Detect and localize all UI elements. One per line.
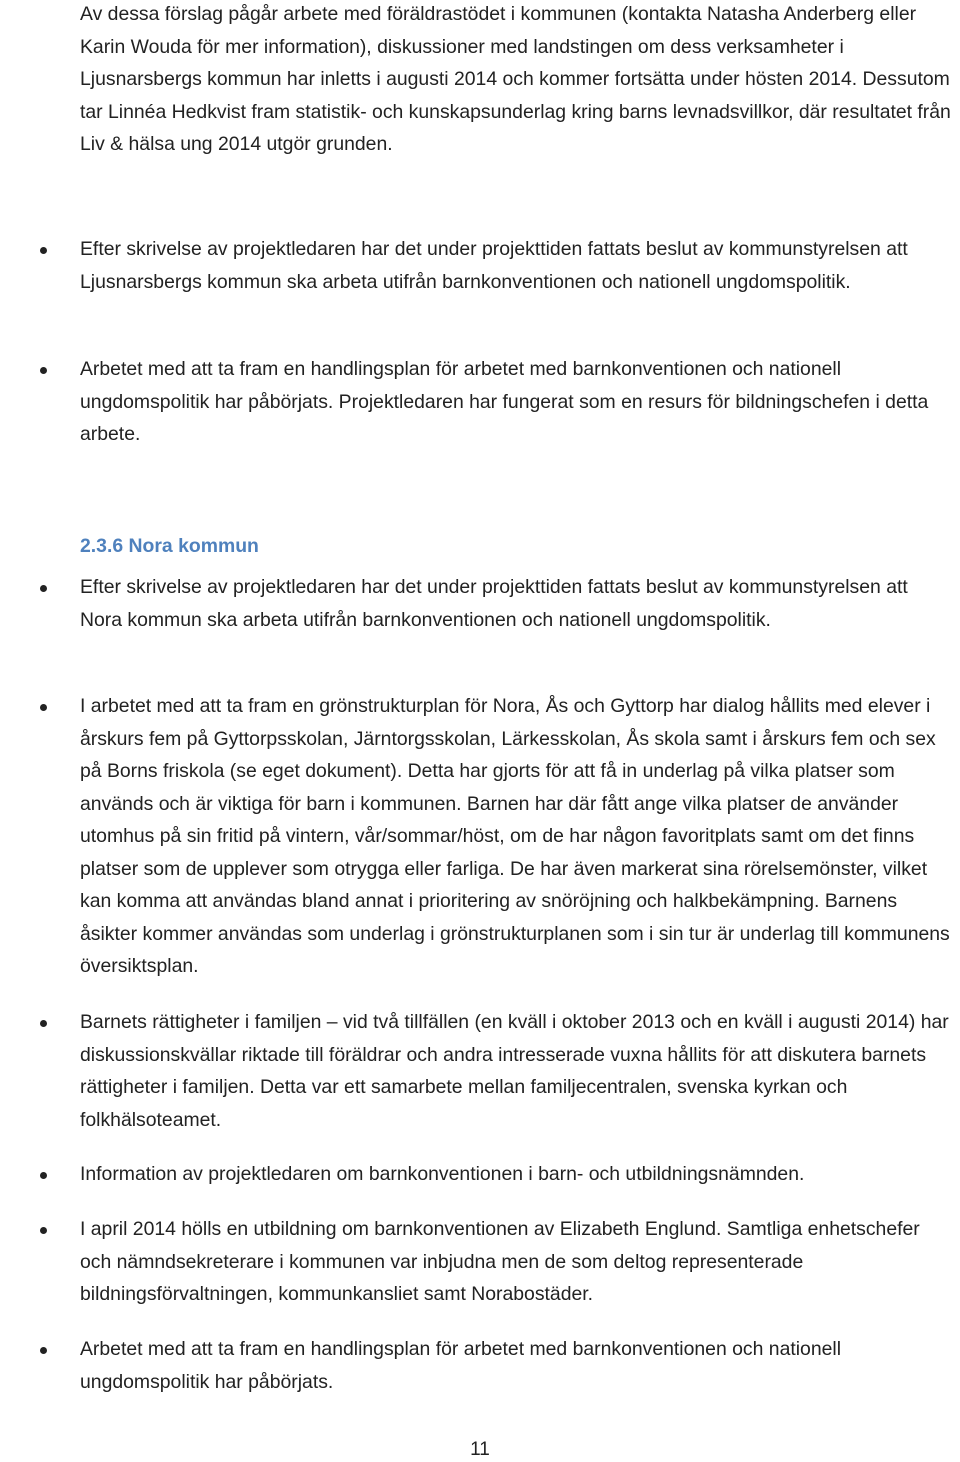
- list-item-text: Barnets rättigheter i familjen – vid två tillfällen (en kväll i oktober 2013 och en kväll i augusti 2014) har diskussionskvällar riktade till föräldrar och andra intresserade vuxna hållits för att diskutera barnets rättigheter i familjen. Detta var ett samarbete mellan familjecentralen, svenska kyrkan och folkhälsoteamet.: [80, 1011, 949, 1131]
- bullet-icon: [40, 585, 47, 592]
- bullet-icon: [40, 247, 47, 254]
- list-item-text: I arbetet med att ta fram en grönstrukturplan för Nora, Ås och Gyttorp har dialog hållits med elever i årskurs fem på Gyttorpsskolan, Järntorgsskolan, Lärkesskolan, Ås skola samt i årskurs fem och sex på Borns friskola (se eget dokument). Detta har gjorts för att få in underlag på vilka platser som används och är viktiga för barn i kommunen. Barnen har där fått ange vilka platser de använder utomhus på sin fritid på vintern, vår/sommar/höst, om de har någon favoritplats samt om det finns platser som de upplever som otrygga eller farliga. De har även markerat sina rörelsemönster, vilket kan komma att användas bland annat i prioritering av snöröjning och halkbekämpning. Barnens åsikter kommer användas som underlag i grönstrukturplanen som i sin tur är underlag till kommunens översiktsplan.: [80, 695, 950, 977]
- list-item-text: Arbetet med att ta fram en handlingsplan för arbetet med barnkonventionen och nationell ungdomspolitik har påbörjats.: [80, 1338, 842, 1393]
- bullet-icon: [40, 1172, 47, 1179]
- bullet-icon: [40, 1227, 47, 1234]
- bullet-icon: [40, 704, 47, 711]
- list-item-text: Arbetet med att ta fram en handlingsplan för arbetet med barnkonventionen och nationell ungdomspolitik har påbörjats. Projektledaren har fungerat som en resurs för bildningschefen i detta arbete.: [80, 358, 929, 445]
- bullet-icon: [40, 367, 47, 374]
- bullet-icon: [40, 1020, 47, 1027]
- intro-paragraph: Av dessa förslag pågår arbete med föräldrastödet i kommunen (kontakta Natasha Anderberg eller Karin Wouda för mer information), diskussioner med landstingen om dess verksamheter i Ljusnarsbergs kommun har inletts i augusti 2014 och kommer fortsätta under hösten 2014. Dessutom tar Linnéa Hedkvist fram statistik- och kunskapsunderlag kring barns levnadsvillkor, där resultatet från Liv & hälsa ung 2014 utgör grunden.: [80, 3, 951, 155]
- bullet-icon: [40, 1347, 47, 1354]
- page-number: 11: [470, 1439, 490, 1460]
- list-item-text: Information av projektledaren om barnkonventionen i barn- och utbildningsnämnden.: [80, 1163, 805, 1185]
- list-item-text: Efter skrivelse av projektledaren har det under projekttiden fattats beslut av kommunstyrelsen att Ljusnarsbergs kommun ska arbeta utifrån barnkonventionen och nationell ungdomspolitik.: [80, 238, 908, 293]
- section-heading: 2.3.6 Nora kommun: [80, 535, 259, 557]
- list-item-text: I april 2014 hölls en utbildning om barnkonventionen av Elizabeth Englund. Samtliga enhetschefer och nämndsekreterare i kommunen var inbjudna men de som deltog representerade bildningsförvaltningen, kommunkansliet samt Norabostäder.: [80, 1218, 920, 1305]
- list-item-text: Efter skrivelse av projektledaren har det under projekttiden fattats beslut av kommunstyrelsen att Nora kommun ska arbeta utifrån barnkonventionen och nationell ungdomspolitik.: [80, 576, 908, 631]
